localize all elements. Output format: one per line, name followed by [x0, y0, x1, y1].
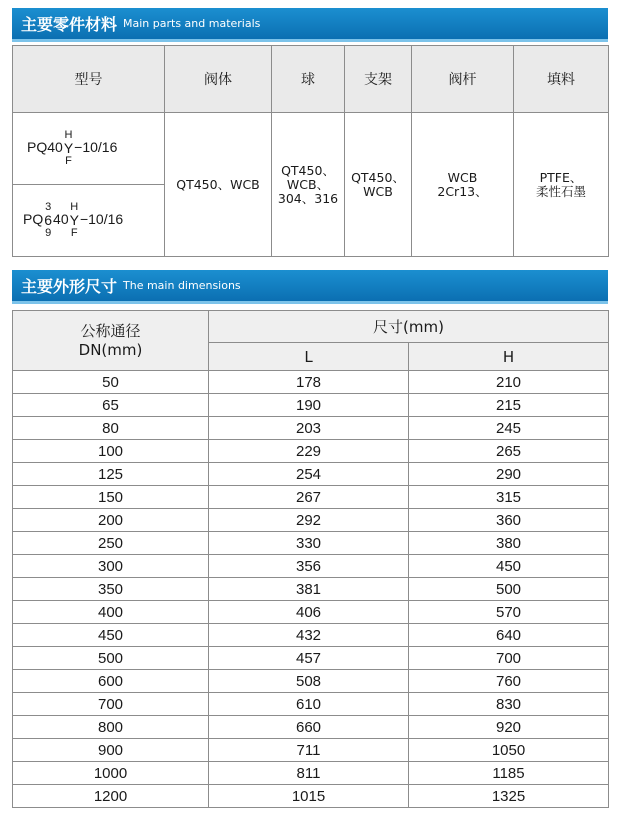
table-row: [13, 647, 609, 670]
h-value: 570: [409, 601, 609, 624]
l-value: 406: [209, 601, 409, 624]
table-row: [13, 739, 609, 762]
l-value: 1015: [209, 785, 409, 808]
dn-value: 80: [13, 417, 209, 440]
body-material: QT450、WCB: [165, 113, 272, 257]
header-L: L: [209, 343, 409, 371]
l-value: 292: [209, 509, 409, 532]
header-body: 阀体: [165, 46, 272, 113]
l-value: 811: [209, 762, 409, 785]
h-value: 210: [409, 371, 609, 394]
h-value: 1185: [409, 762, 609, 785]
h-value: 215: [409, 394, 609, 417]
h-value: 640: [409, 624, 609, 647]
table-row: [13, 486, 609, 509]
header-packing: 填料: [514, 46, 609, 113]
header-H: H: [409, 343, 609, 371]
h-value: 500: [409, 578, 609, 601]
table-row: [13, 463, 609, 486]
table-row: [13, 716, 609, 739]
dn-value: 100: [13, 440, 209, 463]
dn-value: 125: [13, 463, 209, 486]
l-value: 356: [209, 555, 409, 578]
table-row: [13, 624, 609, 647]
dn-value: 900: [13, 739, 209, 762]
l-value: 267: [209, 486, 409, 509]
model-cell-2: [13, 185, 165, 257]
l-value: 432: [209, 624, 409, 647]
dn-value: 600: [13, 670, 209, 693]
h-value: 265: [409, 440, 609, 463]
h-value: 1050: [409, 739, 609, 762]
table-row: [13, 509, 609, 532]
model-code-1: PQ40 H Y F −10/16: [27, 129, 118, 167]
header-model: 型号: [13, 46, 165, 113]
header-ball: 球: [272, 46, 345, 113]
dn-value: 250: [13, 532, 209, 555]
dn-value: 1200: [13, 785, 209, 808]
header-dn: 公称通径 DN(mm): [13, 311, 209, 371]
l-value: 178: [209, 371, 409, 394]
header-size: 尺寸(mm): [209, 311, 609, 343]
dn-value: 450: [13, 624, 209, 647]
dims-title-zh: 主要外形尺寸: [21, 277, 118, 296]
table-row: [13, 762, 609, 785]
packing-material: PTFE、 柔性石墨: [514, 113, 609, 257]
l-value: 254: [209, 463, 409, 486]
table-row: [13, 785, 609, 808]
table-row: [13, 394, 609, 417]
table-row: [13, 578, 609, 601]
table-row: [13, 371, 609, 394]
table-row: [13, 532, 609, 555]
dn-value: 400: [13, 601, 209, 624]
dn-value: 700: [13, 693, 209, 716]
stem-material: WCB 2Cr13、: [412, 113, 514, 257]
h-value: 1325: [409, 785, 609, 808]
parts-title-en: Main parts and materials: [123, 17, 261, 30]
bracket-material: QT450、 WCB: [345, 113, 412, 257]
h-value: 380: [409, 532, 609, 555]
header-bracket: 支架: [345, 46, 412, 113]
l-value: 381: [209, 578, 409, 601]
l-value: 660: [209, 716, 409, 739]
parts-header-row: [13, 46, 609, 113]
dims-title-en: The main dimensions: [123, 279, 241, 292]
h-value: 760: [409, 670, 609, 693]
l-value: 610: [209, 693, 409, 716]
table-row: [13, 670, 609, 693]
dn-value: 50: [13, 371, 209, 394]
table-row: [13, 693, 609, 716]
h-value: 450: [409, 555, 609, 578]
table-row: [13, 601, 609, 624]
dims-section-header: [12, 270, 608, 304]
dn-value: 200: [13, 509, 209, 532]
dn-value: 800: [13, 716, 209, 739]
dimensions-body: [13, 371, 609, 808]
l-value: 190: [209, 394, 409, 417]
ball-material: QT450、 WCB、 304、316: [272, 113, 345, 257]
h-value: 360: [409, 509, 609, 532]
h-value: 700: [409, 647, 609, 670]
l-value: 330: [209, 532, 409, 555]
l-value: 508: [209, 670, 409, 693]
table-row: [13, 440, 609, 463]
table-row: [13, 555, 609, 578]
dimensions-table: [12, 310, 609, 808]
h-value: 245: [409, 417, 609, 440]
h-value: 920: [409, 716, 609, 739]
l-value: 203: [209, 417, 409, 440]
dn-value: 65: [13, 394, 209, 417]
l-value: 711: [209, 739, 409, 762]
dn-value: 500: [13, 647, 209, 670]
l-value: 457: [209, 647, 409, 670]
l-value: 229: [209, 440, 409, 463]
h-value: 315: [409, 486, 609, 509]
model-code-2: PQ 3 6 9 40 H Y F −10/16: [23, 201, 124, 239]
dn-value: 300: [13, 555, 209, 578]
parts-section-header: [12, 8, 608, 42]
parts-title-zh: 主要零件材料: [21, 15, 118, 34]
table-row: [13, 417, 609, 440]
h-value: 290: [409, 463, 609, 486]
model-cell-1: [13, 113, 165, 185]
dn-value: 1000: [13, 762, 209, 785]
dn-value: 350: [13, 578, 209, 601]
h-value: 830: [409, 693, 609, 716]
header-stem: 阀杆: [412, 46, 514, 113]
dn-value: 150: [13, 486, 209, 509]
parts-materials-table: [12, 45, 609, 257]
